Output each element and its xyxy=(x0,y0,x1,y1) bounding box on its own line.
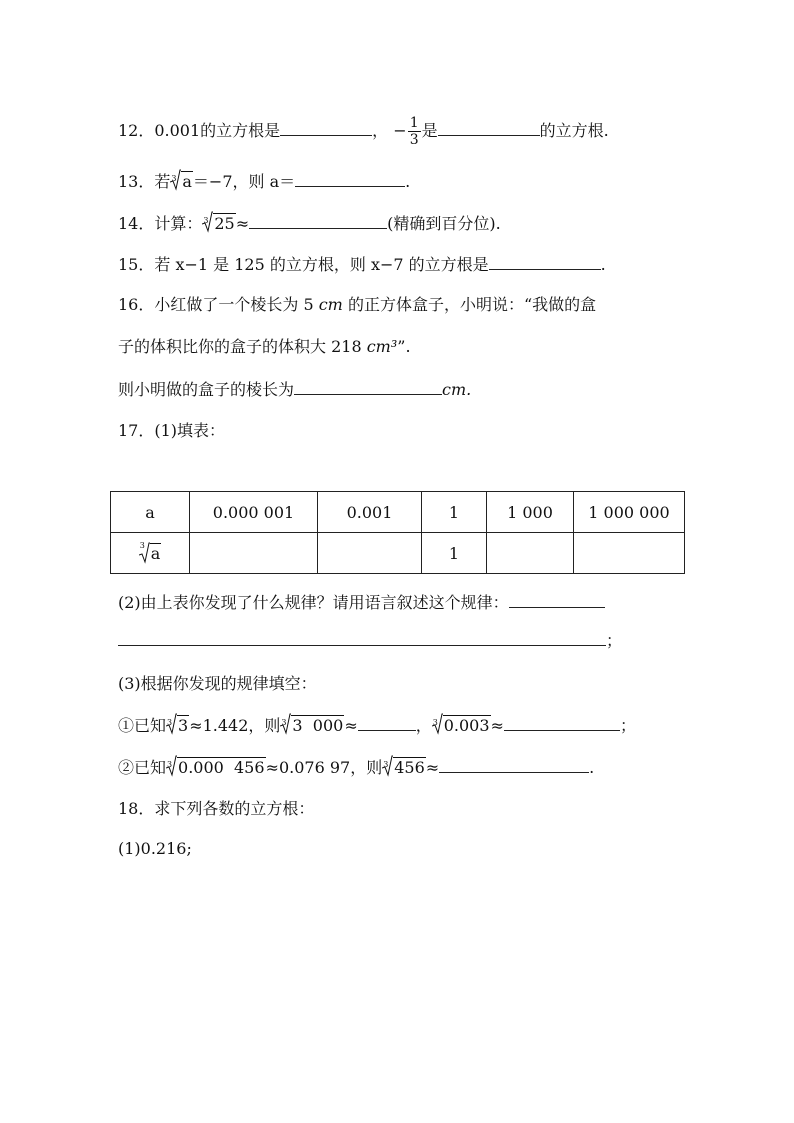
end-mark: . xyxy=(589,758,595,777)
q13-prefix: 13．若 xyxy=(118,172,171,191)
q12-sep: ， xyxy=(372,121,389,140)
q16-unit: cm. xyxy=(442,380,472,399)
table-cell-root-input[interactable] xyxy=(574,533,685,574)
cube-root-table xyxy=(110,491,685,574)
radicand: 3 xyxy=(178,716,189,735)
q13-radicand: a xyxy=(182,172,192,191)
table-row-values xyxy=(111,492,685,533)
cube-root-456: 3 456 xyxy=(382,757,426,779)
table-cell-value: 1 000 000 xyxy=(574,492,685,533)
question-12 xyxy=(118,115,609,148)
question-17-part-2 xyxy=(118,591,605,614)
q16-line1-b: 的正方体盒子，小明说：“我做的盒 xyxy=(342,295,597,314)
q12-prefix: 12．0.001的立方根是 xyxy=(118,121,281,140)
table-cube-root-label: a xyxy=(150,543,161,563)
cube-root-a: 3 a xyxy=(170,171,193,193)
approx-sign: ≈ xyxy=(344,716,358,735)
table-cell-value: 0.000 001 xyxy=(190,492,318,533)
radicand: 0.000 456 xyxy=(178,758,265,777)
question-18-title: 18．求下列各数的立方根： xyxy=(118,799,315,818)
q14-blank[interactable] xyxy=(249,212,387,229)
table-cell-value: 0.001 xyxy=(318,492,422,533)
table-row-roots xyxy=(111,533,685,574)
given-value: ≈1.442，则 xyxy=(189,716,281,735)
cube-root-3000: 3 3 000 xyxy=(280,715,344,737)
q12-blank-1[interactable] xyxy=(280,119,372,136)
given-value: ≈0.076 97，则 xyxy=(265,758,383,777)
question-17-item-2 xyxy=(118,756,594,779)
q16-line2-a: 子的体积比你的盒子的体积大 218 xyxy=(118,337,367,356)
radicand: 456 xyxy=(394,758,425,777)
question-13 xyxy=(118,170,410,193)
q17-item1-blank-1[interactable] xyxy=(358,714,416,731)
table-cell-root-input[interactable] xyxy=(487,533,574,574)
q13-blank[interactable] xyxy=(295,170,405,187)
q15-blank[interactable] xyxy=(489,253,601,270)
q16-blank[interactable] xyxy=(294,378,442,395)
question-17-part-2-cont xyxy=(118,629,622,652)
radicand: 3 000 xyxy=(292,716,344,735)
q14-prefix: 14．计算： xyxy=(118,214,203,233)
question-18-item-1: (1)0.216; xyxy=(118,839,192,858)
cube-root-3: 3 3 xyxy=(166,715,189,737)
q13-suffix: . xyxy=(405,172,411,191)
cube-root-25: 3 25 xyxy=(202,213,235,235)
q17-item2-blank[interactable] xyxy=(439,756,589,773)
cube-root-0.003: 3 0.003 xyxy=(432,715,491,737)
table-cell-root-input[interactable] xyxy=(318,533,422,574)
question-16-line-2 xyxy=(118,336,411,358)
approx-sign: ≈ xyxy=(425,758,440,777)
question-16-line-3 xyxy=(118,378,471,401)
q14-radicand: 25 xyxy=(214,214,235,233)
table-cell-value: 1 xyxy=(422,492,487,533)
question-14 xyxy=(118,212,501,235)
frac-denominator: 3 xyxy=(409,132,419,148)
question-17-part-3: (3)根据你发现的规律填空： xyxy=(118,674,317,693)
q14-approx: ≈ xyxy=(235,214,250,233)
q14-suffix: (精确到百分位). xyxy=(387,214,501,233)
q17-part2-end: ； xyxy=(606,631,623,650)
q17-item2-prefix: ②已知 xyxy=(118,758,167,777)
q15-text: 15．若 x−1 是 125 的立方根，则 x−7 的立方根是 xyxy=(118,255,489,274)
approx-sign: ≈ xyxy=(490,716,504,735)
q17-part2-text: (2)由上表你发现了什么规律？请用语言叙述这个规律： xyxy=(118,593,509,612)
radicand: 0.003 xyxy=(443,716,490,735)
q15-suffix: . xyxy=(600,255,606,274)
fraction-one-third xyxy=(408,115,421,148)
q12-minus: − xyxy=(393,121,407,140)
table-header-a: a xyxy=(111,492,190,533)
q17-item1-blank-2[interactable] xyxy=(504,714,620,731)
q17-item1-prefix: ①已知 xyxy=(118,716,167,735)
q12-mid: 是 xyxy=(421,121,438,140)
table-header-cube-root: 3 a xyxy=(111,533,190,574)
cube-root-0.000456: 3 0.000 456 xyxy=(166,757,266,779)
separator: ， xyxy=(415,716,432,735)
table-cell-root-input[interactable] xyxy=(190,533,318,574)
q17-part2-blank-2[interactable] xyxy=(118,629,606,646)
question-16-line-1 xyxy=(118,294,596,316)
q12-suffix: 的立方根. xyxy=(539,121,609,140)
end-mark: ； xyxy=(619,716,636,735)
q17-part2-blank-1[interactable] xyxy=(509,591,605,608)
unit-cm: cm xyxy=(318,295,343,314)
unit-cm3: cm³ xyxy=(366,337,398,356)
frac-numerator: 1 xyxy=(409,115,419,131)
q16-line2-b: ”. xyxy=(397,337,411,356)
question-17-item-1 xyxy=(118,714,636,737)
table-cell-root: 1 xyxy=(422,533,487,574)
q12-blank-2[interactable] xyxy=(438,119,540,136)
table-cell-value: 1 000 xyxy=(487,492,574,533)
q16-line1-a: 16．小红做了一个棱长为 5 xyxy=(118,295,319,314)
question-15 xyxy=(118,253,606,276)
q13-eq: ＝−7，则 a＝ xyxy=(192,172,296,191)
q16-line3-a: 则小明做的盒子的棱长为 xyxy=(118,380,295,399)
question-17-intro: 17．(1)填表： xyxy=(118,421,226,440)
